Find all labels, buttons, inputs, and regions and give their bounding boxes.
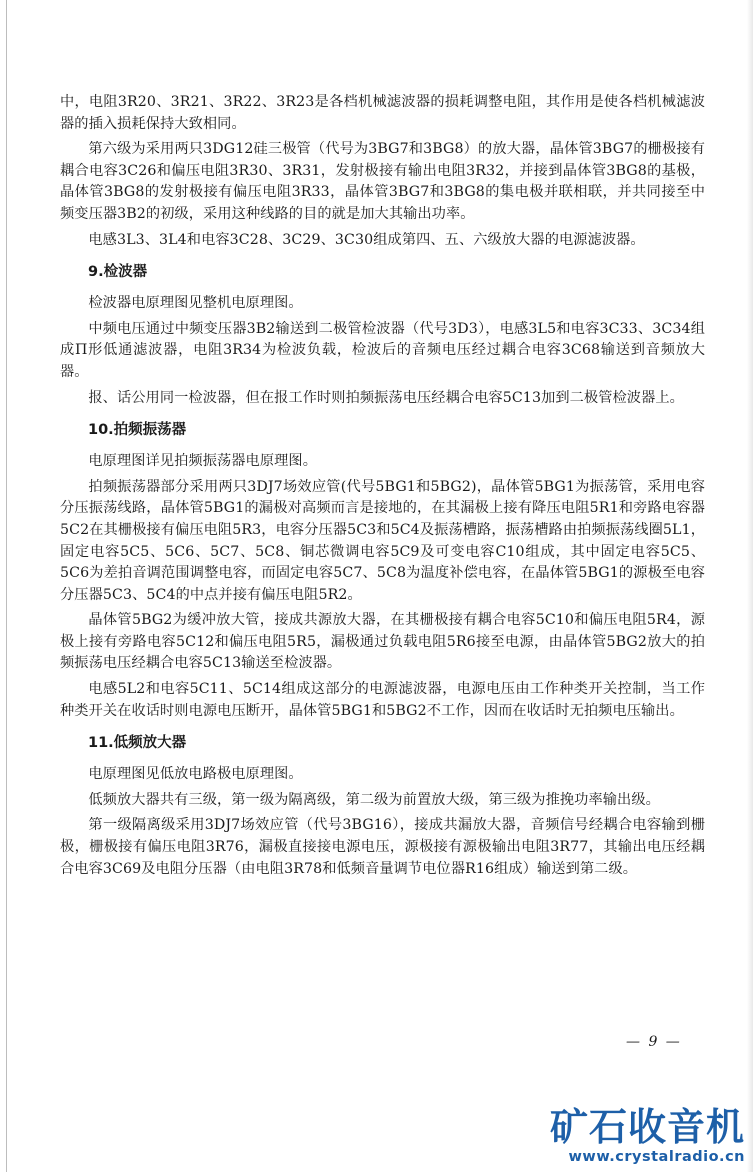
paragraph-continuation: 中，电阻3R20、3R21、3R22、3R23是各档机械滤波器的损耗调整电阻，其作用是使各档机械滤波器的插入损耗保持大致相同。 <box>60 94 705 132</box>
watermark-logo: 矿石收音机 <box>549 1105 745 1149</box>
paragraph-audio-amp-2: 低频放大器共有三级，第一级为隔离级，第二级为前置放大级，第三级为推挽功率输出级。 <box>88 791 660 808</box>
scan-left-edge <box>6 0 7 1172</box>
paragraph-detector-1: 检波器电原理图见整机电原理图。 <box>88 295 303 312</box>
section-heading-audio-amp: 11.低频放大器 <box>88 735 187 752</box>
paragraph-stage-six: 第六级为采用两只3DG12硅三极管（代号为3BG7和3BG8）的放大器，晶体管3BG7的栅极接有耦合电容3C26和偏压电阻3R30、3R31，发射极接有输出电阻3R32，并接到晶体管3BG8的基极，晶体管3BG8的发射极接有偏压电阻3R33，晶体管3BG7和3BG8的集电极并联相联，并共同接至中频变压器3B2的初级，采用这种线路的目的就是加大其输出功率。 <box>60 141 705 222</box>
page-content <box>60 92 705 884</box>
paragraph-bfo-3: 晶体管5BG2为缓冲放大管，接成共源放大器，在其栅极接有耦合电容5C10和偏压电阻5R4，源极上接有旁路电容5C12和偏压电阻5R5，漏极通过负载电阻5R6接至电源，由晶体管5BG2放大的拍频振荡电压经耦合电容5C13输送至检波器。 <box>60 612 705 672</box>
site-watermark <box>550 1106 745 1166</box>
paragraph-audio-amp-1: 电原理图见低放电路极电原理图。 <box>88 766 303 783</box>
paragraph-audio-amp-3: 第一级隔离级采用3DJ7场效应管（代号3BG16），接成共漏放大器，音频信号经耦合电容输到栅极，栅极接有偏压电阻3R76，漏极直接接电源电压，源极接有源极输出电阻3R77，其输出电压经耦合电容3C69及电阻分压器（由电阻3R78和低频音量调节电位器R16组成）输送到第二级。 <box>60 817 705 877</box>
section-heading-bfo: 10.拍频振荡器 <box>88 422 187 439</box>
paragraph-bfo-2: 拍频振荡器部分采用两只3DJ7场效应管(代号5BG1和5BG2)，晶体管5BG1为振荡管，采用电容分压振荡线路，晶体管5BG1的漏极对高频而言是接地的，在其漏极上接有降压电阻5R1和旁路电容器5C2在其栅极接有偏压电阻5R3，电容分压器5C3和5C4及振荡槽路，振荡槽路由拍频振荡线圈5L1，固定电容5C5、5C6、5C7、5C8、铜芯微调电容5C9及可变电容C10组成，其中固定电容5C5、5C6为差拍音调范围调整电容，而固定电容5C7、5C8为温度补偿电容，在晶体管5BG1的源极至电容分压器5C3、5C4的中点并接有偏压电阻5R2。 <box>60 478 705 603</box>
scan-right-shadow <box>747 0 753 1172</box>
paragraph-detector-3: 报、话公用同一检波器，但在报工作时则拍频振荡电压经耦合电容5C13加到二极管检波器上。 <box>88 389 684 406</box>
paragraph-detector-2: 中频电压通过中频变压器3B2输送到二极管检波器（代号3D3），电感3L5和电容3C33、3C34组成Π形低通滤波器，电阻3R34为检波负载，检波后的音频电压经过耦合电容3C68输送到音频放大器。 <box>60 320 705 380</box>
paragraph-bfo-1: 电原理图详见拍频振荡器电原理图。 <box>88 453 317 470</box>
paragraph-bfo-4: 电感5L2和电容5C11、5C14组成这部分的电源滤波器，电源电压由工作种类开关控制，当工作种类开关在收话时则电源电压断开，晶体管5BG1和5BG2不工作，因而在收话时无拍频电压输出。 <box>60 681 705 719</box>
paragraph-power-filter: 电感3L3、3L4和电容3C28、3C29、3C30组成第四、五、六级放大器的电源滤波器。 <box>88 231 645 248</box>
watermark-url: www.crystalradio.cn <box>568 1149 745 1165</box>
section-heading-detector: 9.检波器 <box>88 264 148 281</box>
page-number: — 9 — <box>626 1034 682 1050</box>
